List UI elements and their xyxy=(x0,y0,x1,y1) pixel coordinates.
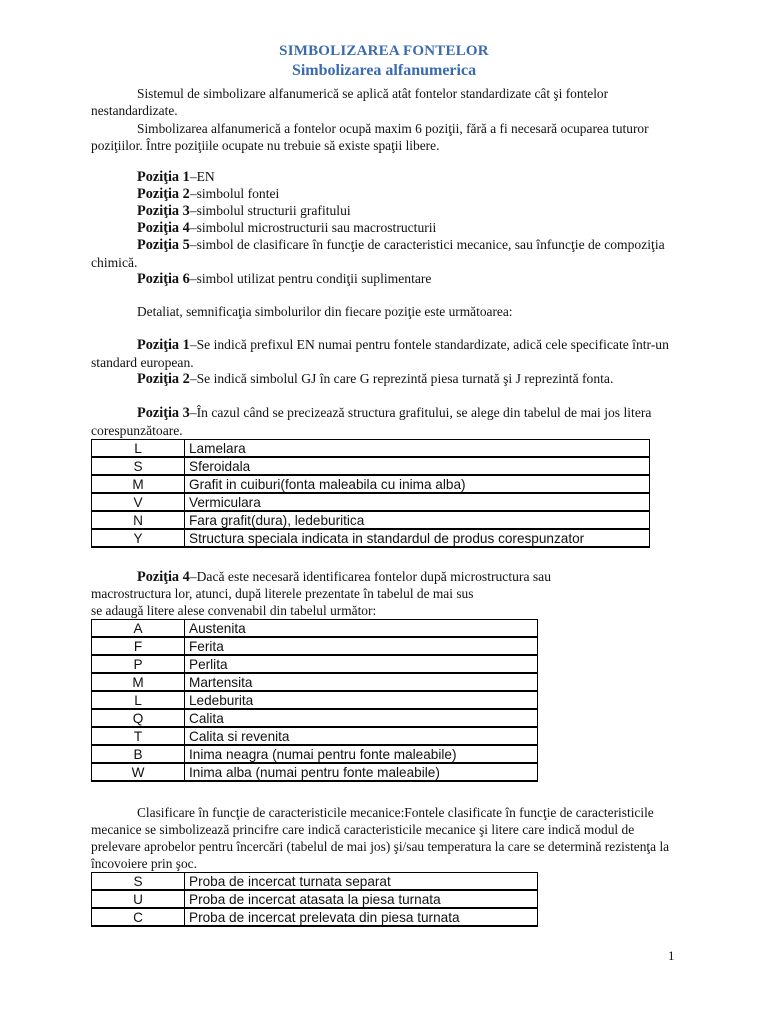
table-row: A Austenita xyxy=(92,620,538,638)
position-4-line-2: macrostructura lor, atunci, după literele prezentate în tabelul de mai sus xyxy=(91,586,474,601)
table-row: V Vermiculara xyxy=(92,494,650,512)
table-row: P Perlita xyxy=(92,656,538,674)
page-title: SIMBOLIZAREA FONTELOR xyxy=(279,43,489,59)
table-row: M Grafit in cuiburi(fonta maleabila cu inima alba) xyxy=(92,476,650,494)
position-4-line-3: se adaugă litere alese convenabil din tabelul următor: xyxy=(91,603,377,618)
table-row: T Calita si revenita xyxy=(92,728,538,746)
table-row: L Ledeburita xyxy=(92,692,538,710)
detail-position-1: Poziţia 1–Se indică prefixul EN numai pentru fontele standardizate, adică cele specificate într-un standard european. xyxy=(91,337,669,370)
mechanical-classification-paragraph: Clasificare în funcţie de caracteristicile mecanice:Fontele clasificate în funcţie de caracteristicile mecanice se simbolizează princifre care indică caracteristicile mecanice şi litere care indică modul de prelevare aprobelor pentru încercări (tabelul de mai jos) şi/sau temperatura la care se determină rezistenţa la încovoiere prin şoc. xyxy=(91,805,670,871)
table-row: L Lamelara xyxy=(92,440,650,458)
detail-intro: Detaliat, semnificaţia simbolurilor din fiecare poziţie este următoarea: xyxy=(137,304,513,319)
intro-paragraph-2: Simbolizarea alfanumerică a fontelor ocupă maxim 6 poziţii, fără a fi necesară ocuparea tuturor poziţiilor. Între poziţiile ocupate nu trebuie să existe spaţii libere. xyxy=(91,121,649,153)
table-row: W Inima alba (numai pentru fonte maleabile) xyxy=(92,764,538,782)
table-row: Y Structura speciala indicata in standardul de produs corespunzator xyxy=(92,530,650,548)
page-number: 1 xyxy=(668,948,675,963)
intro-paragraph-1: Sistemul de simbolizare alfanumerică se aplică atât fontelor standardizate cât şi fontelor nestandardizate. xyxy=(91,86,609,118)
graphite-structure-table xyxy=(91,439,650,548)
summary-position-4: Poziţia 4–simbolul microstructurii sau macrostructurii xyxy=(137,220,437,236)
detail-position-2: Poziţia 2–Se indică simbolul GJ în care G reprezintă piesa turnată şi J reprezintă fonta. xyxy=(137,371,614,387)
table-row: B Inima neagra (numai pentru fonte maleabile) xyxy=(92,746,538,764)
table-row: U Proba de incercat atasata la piesa turnata xyxy=(92,891,538,909)
table-row: S Sferoidala xyxy=(92,458,650,476)
table-row: S Proba de incercat turnata separat xyxy=(92,873,538,891)
summary-position-5: Poziţia 5–simbol de clasificare în funcţie de caracteristici mecanice, sau înfuncţie de compoziţia chimică. xyxy=(91,237,665,270)
summary-position-6: Poziţia 6–simbol utilizat pentru condiţii suplimentare xyxy=(137,271,432,287)
summary-position-1: Poziţia 1–EN xyxy=(137,169,215,185)
table-row: M Martensita xyxy=(92,674,538,692)
detail-position-3: Poziţia 3–În cazul când se precizează structura grafitului, se alege din tabelul de mai jos litera corespunzătoare. xyxy=(91,405,652,438)
microstructure-table xyxy=(91,619,538,782)
sample-table xyxy=(91,872,538,927)
table-row: F Ferita xyxy=(92,638,538,656)
summary-position-3: Poziţia 3–simbolul structurii grafitului xyxy=(137,203,351,219)
detail-position-4: Poziţia 4–Dacă este necesară identificarea fontelor după microstructura sau xyxy=(137,569,551,585)
table-row: Q Calita xyxy=(92,710,538,728)
table-row: N Fara grafit(dura), ledeburitica xyxy=(92,512,650,530)
summary-position-2: Poziţia 2–simbolul fontei xyxy=(137,186,280,202)
page-subtitle: Simbolizarea alfanumerica xyxy=(291,62,477,79)
table-row: C Proba de incercat prelevata din piesa turnata xyxy=(92,909,538,927)
